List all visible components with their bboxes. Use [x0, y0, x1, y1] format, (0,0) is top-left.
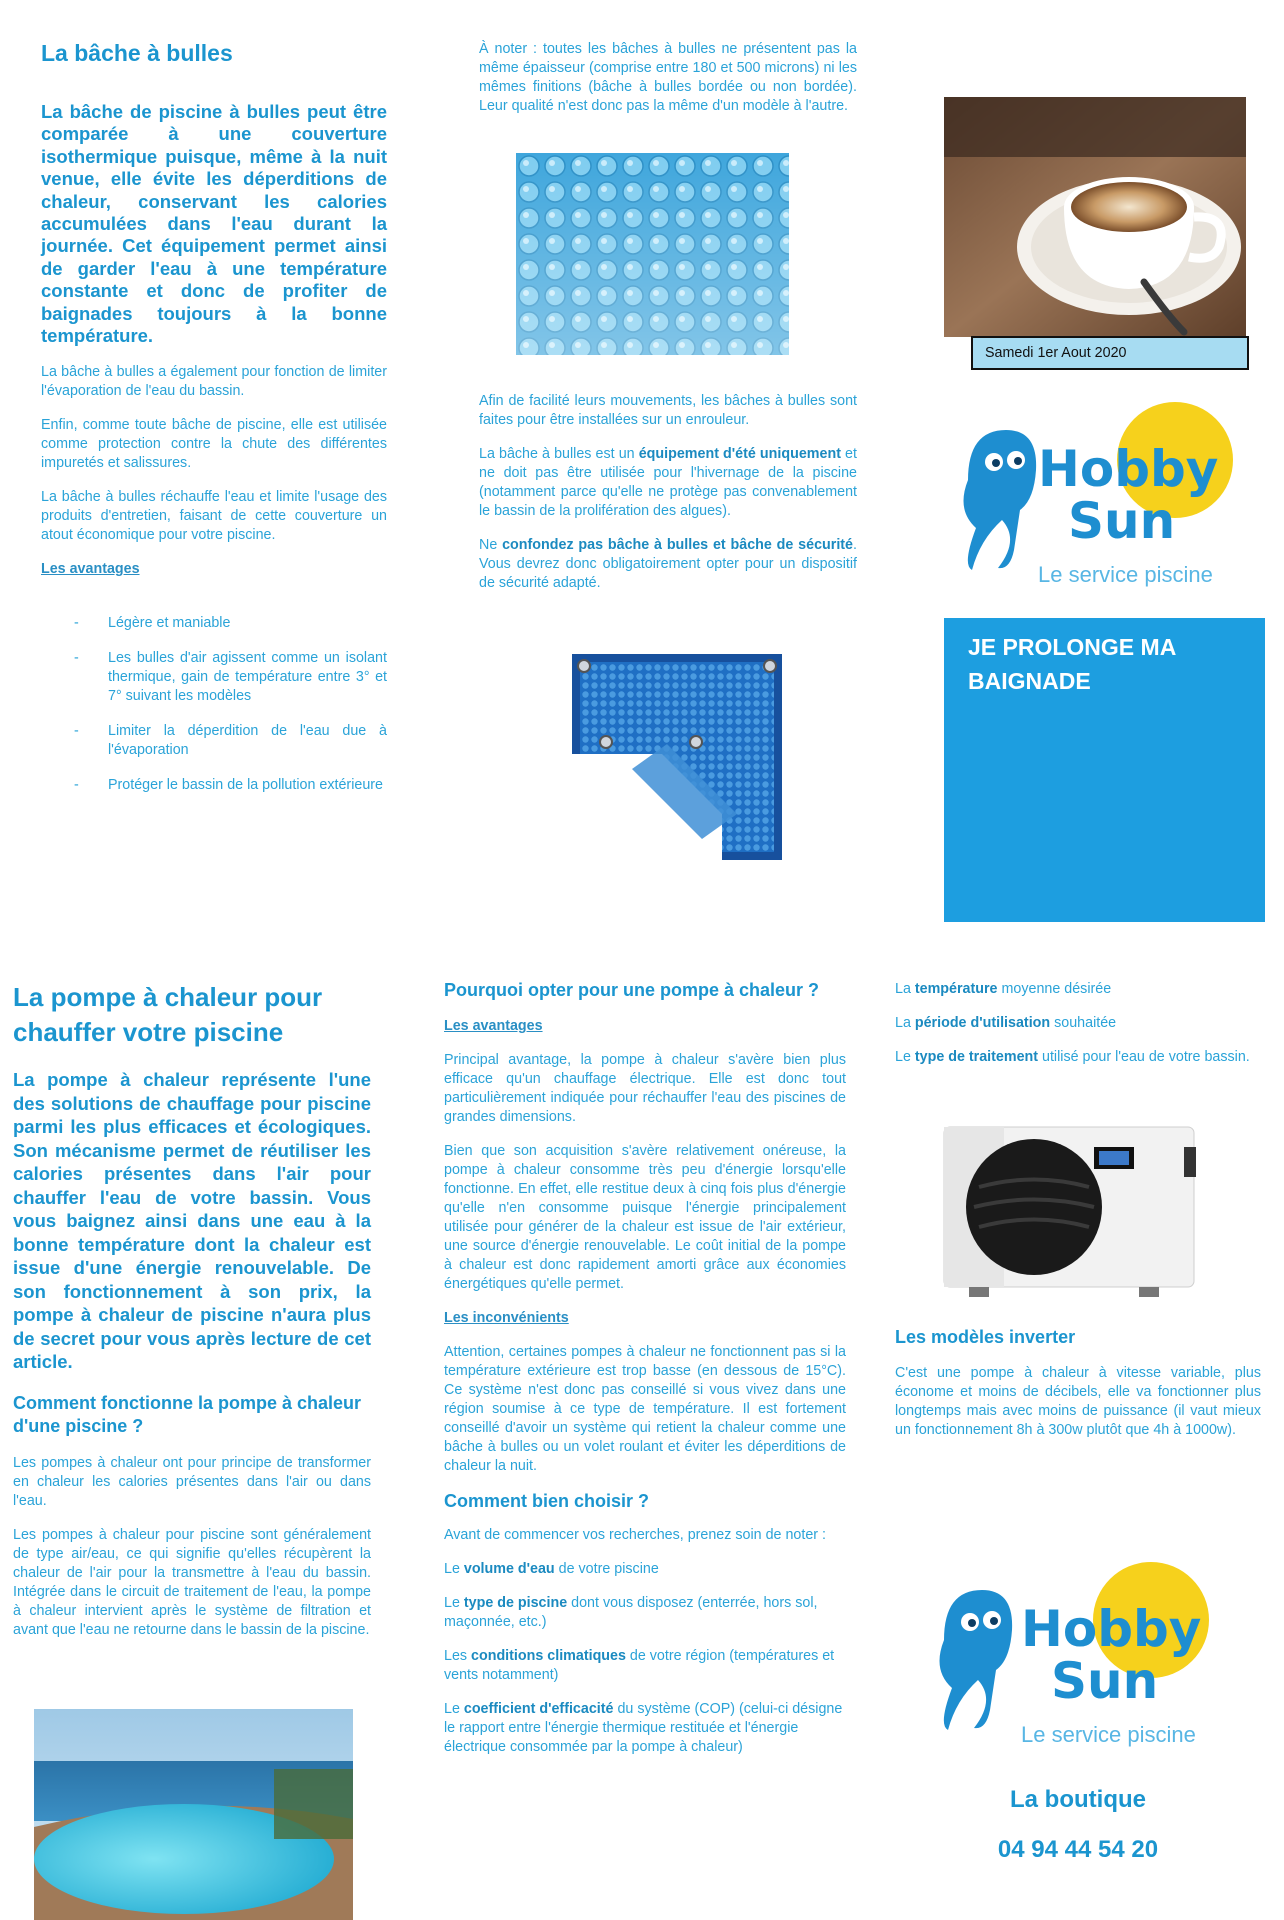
lead-paragraph: La bâche de piscine à bulles peut être comparée à une couverture isothermique puisque, même à la nuit venue, elle évite les déperditions de chaleur, conservant les calories accumulées dans l'eau durant la journée. Cet équipement permet ainsi de garder l'eau à une température constante et donc de profiter de baignades toujours à la bonne température. [41, 101, 387, 347]
criterion-pool-type: Le type de piscine dont vous disposez (enterrée, hors sol, maçonnée, etc.) [444, 1595, 818, 1630]
page1-column-1 [41, 40, 387, 811]
page1-column-2 [479, 40, 857, 131]
list-item: - Les bulles d'air agissent comme un isolant thermique, gain de température entre 3° et 7° suivant les modèles [74, 649, 387, 706]
advantages-heading: Les avantages [41, 561, 140, 578]
criterion-treatment: Le type de traitement utilisé pour l'eau de votre bassin. [895, 1049, 1250, 1065]
summer-paragraph: La bâche à bulles est un équipement d'été uniquement et ne doit pas être utilisée pour l'hivernage de la piscine (notamment parce qu'elle ne protège pas convenablement le bassin de la prolifération des algues). [479, 446, 857, 519]
advantages-list [74, 614, 387, 795]
bubble-cover-image [516, 153, 789, 355]
logo-word-hobby: Hobby [1021, 1600, 1202, 1658]
choose-intro: Avant de commencer vos recherches, prenez soin de noter : [444, 1527, 826, 1543]
note-paragraph: À noter : toutes les bâches à bulles ne présentent pas la même épaisseur (comprise entre 180 et 500 microns) ni les mêmes finitions (bâche à bulles bordée ou non bordée). Leur qualité n'est donc pas la même d'un modèle à l'autre. [479, 41, 857, 114]
criterion-period: La période d'utilisation souhaitée [895, 1015, 1117, 1031]
shop-label: La boutique [1010, 1786, 1146, 1813]
hobby-sun-logo [950, 400, 1250, 605]
heat-pump-image [939, 1117, 1199, 1307]
pump-drawbacks-p: Attention, certaines pompes à chaleur ne fonctionnent pas si la température extérieure est trop basse (en dessous de 15°C). Ce système n'est donc pas conseillé si vous vivez dans une région soumise à ce type de température. Il est fortement conseillé d'avoir un système qui retient la chaleur comme une bâche à bulles ou un volet roulant et éviter les déperditions de chaleur la nuit. [444, 1344, 846, 1474]
inverter-paragraph: C'est une pompe à chaleur à vitesse variable, plus économe et moins de décibels, elle va fonctionner plus longtemps mais avec moins de puissance (il vaut mieux un fonctionnement 8h à 300w plutôt que 4h à 1000w). [895, 1365, 1261, 1438]
list-item: - Légère et maniable [74, 614, 387, 633]
folded-cover-image [572, 654, 782, 860]
pump-drawbacks-heading: Les inconvénients [444, 1310, 569, 1326]
page2-column-3 [895, 980, 1261, 1082]
headline-tile [944, 618, 1265, 922]
coffee-photo [944, 97, 1246, 337]
section-title-bubble-cover: La bâche à bulles [41, 40, 233, 66]
logo-word-hobby: Hobby [1038, 440, 1219, 498]
tile-headline: JE PROLONGE MA BAIGNADE [968, 634, 1176, 694]
page2-column-1 [13, 980, 371, 1655]
logo-tagline: Le service piscine [1021, 1722, 1196, 1747]
security-paragraph: Ne confondez pas bâche à bulles et bâche de sécurité. Vous devrez donc obligatoirement opter pour un dispositif de sécurité adapté. [479, 537, 857, 591]
page2-column-2 [444, 980, 846, 1772]
list-item: - Limiter la déperdition de l'eau due à l'évaporation [74, 722, 387, 760]
paragraph-evaporation: La bâche à bulles a également pour fonction de limiter l'évaporation de l'eau du bassin. [41, 364, 387, 400]
page1-column-2-lower [479, 392, 857, 608]
why-heat-pump-heading: Pourquoi opter pour une pompe à chaleur ? [444, 980, 820, 1000]
how-it-works-heading: Comment fonctionne la pompe à chaleur d'une piscine ? [13, 1392, 362, 1436]
shop-phone: 04 94 44 54 20 [997, 1836, 1159, 1863]
inverter-section [895, 1327, 1261, 1440]
criterion-volume: Le volume d'eau de votre piscine [444, 1561, 659, 1577]
criterion-temperature: La température moyenne désirée [895, 981, 1112, 997]
pump-advantages-p1: Principal avantage, la pompe à chaleur s'avère bien plus efficace qu'un chauffage électrique. Elle est donc tout particulièrement indiquée pour réchauffer l'eau des piscines de grandes dimensions. [444, 1052, 846, 1125]
section-title-heat-pump: La pompe à chaleur pour chauffer votre piscine [13, 982, 323, 1047]
heat-pump-lead: La pompe à chaleur représente l'une des solutions de chauffage pour piscine parmi les plus efficaces et écologiques. Son mécanisme permet de réutiliser les calories présentes dans l'air pour chauffer l'eau de votre bassin. Vous vous baignez ainsi dans une eau à la bonne température dont la chaleur est issue d'une énergie renouvelable. De son fonctionnement à son prix, la pompe à chaleur de piscine n'aura plus de secret pour vous après lecture de cet article. [13, 1069, 371, 1372]
logo-word-sun: Sun [1051, 1652, 1159, 1710]
paragraph-protection: Enfin, comme toute bâche de piscine, elle est utilisée comme protection contre la chute des différentes impuretés et salissures. [41, 417, 387, 472]
logo-word-sun: Sun [1068, 492, 1176, 550]
how-to-choose-heading: Comment bien choisir ? [444, 1491, 650, 1511]
pump-advantages-heading: Les avantages [444, 1018, 543, 1034]
how-it-works-p2: Les pompes à chaleur pour piscine sont généralement de type air/eau, ce qui signifie qu'elles récupèrent la chaleur de l'air pour la transmettre à l'eau du bassin. Intégrée dans le circuit de traitement de l'eau, la pompe à chaleur intervient après le système de filtration et avant que l'eau ne retourne dans le bassin de la piscine. [13, 1526, 371, 1638]
pool-photo [34, 1709, 353, 1920]
list-item: - Protéger le bassin de la pollution extérieure [74, 776, 387, 795]
how-it-works-p1: Les pompes à chaleur ont pour principe de transformer en chaleur les calories présentes dans l'air ou dans l'eau. [13, 1454, 371, 1509]
inverter-heading: Les modèles inverter [895, 1327, 1076, 1347]
criterion-cop: Le coefficient d'efficacité du système (COP) (celui-ci désigne le rapport entre l'énergie thermique restituée et l'énergie électrique consommée par la pompe à chaleur) [444, 1701, 843, 1755]
date-label: Samedi 1er Aout 2020 [971, 336, 1249, 370]
criterion-climate: Les conditions climatiques de votre région (températures et vents notamment) [444, 1648, 835, 1683]
reel-paragraph: Afin de facilité leurs mouvements, les bâches à bulles sont faites pour être installées sur un enrouleur. [479, 393, 857, 428]
hobby-sun-logo-2 [926, 1560, 1226, 1765]
logo-tagline: Le service piscine [1038, 562, 1213, 587]
paragraph-economy: La bâche à bulles réchauffe l'eau et limite l'usage des produits d'entretien, faisant de cette couverture un atout économique pour votre piscine. [41, 489, 387, 544]
pump-advantages-p2: Bien que son acquisition s'avère relativement onéreuse, la pompe à chaleur consomme très peu d'énergie lorsqu'elle fonctionne. En effet, elle restitue deux à cinq fois plus d'énergie qu'elle n'en consomme puisque l'énergie principalement utilisée pour générer de la chaleur est issue de l'air extérieur, une source d'énergie renouvelable. Le coût initial de la pompe à chaleur est donc rapidement amorti grâce aux économies énergétiques qu'elle permet. [444, 1143, 846, 1292]
